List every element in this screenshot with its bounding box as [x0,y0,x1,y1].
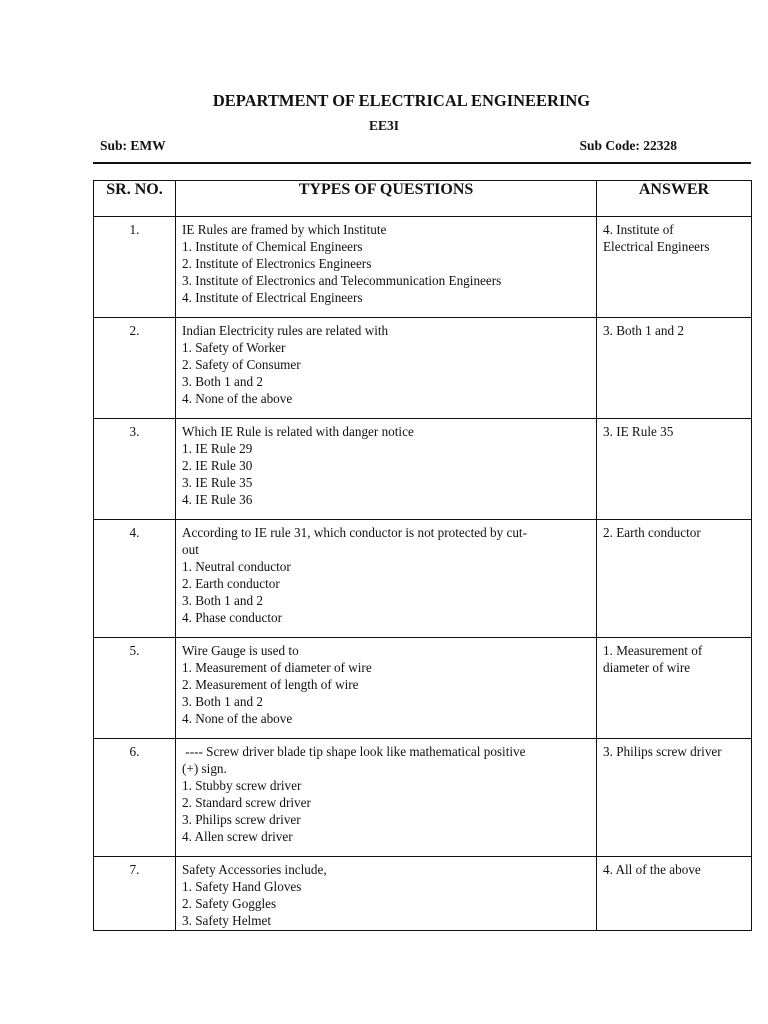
row-answer [597,739,752,857]
answer-line: 3. IE Rule 35 [603,424,674,439]
answer-line: 4. Institute of [603,222,674,237]
answer-line: Electrical Engineers [603,238,710,254]
question-line: 4. None of the above [182,710,293,726]
question-line: 3. Philips screw driver [182,811,301,827]
row-question [176,857,597,931]
department-title: DEPARTMENT OF ELECTRICAL ENGINEERING [212,91,591,110]
row-sr-number: 1. [94,217,176,318]
question-line: Safety Accessories include, [182,862,327,877]
row-sr-number: 4. [94,520,176,638]
row-sr-number: 2. [94,318,176,419]
question-line: 2. Standard screw driver [182,794,311,810]
answer-line: 3. Philips screw driver [603,744,722,759]
row-sr-number: 7. [94,857,176,931]
answer-line: 1. Measurement of [603,643,703,658]
header-answer: ANSWER [597,181,752,217]
question-line: 3. Both 1 and 2 [182,592,263,608]
row-answer [597,217,752,318]
subject-label: Sub: EMW [100,138,166,153]
question-line: 2. Earth conductor [182,575,280,591]
questions-table [93,180,752,931]
answer-line: diameter of wire [603,659,691,675]
question-line: 3. Safety Helmet [182,912,271,928]
question-line: 1. Safety Hand Gloves [182,878,302,894]
answer-line: 3. Both 1 and 2 [603,323,684,338]
row-question [176,419,597,520]
question-line: 3. Both 1 and 2 [182,693,263,709]
question-line: 4. IE Rule 36 [182,491,253,507]
table-row [94,520,752,638]
row-question [176,638,597,739]
question-line: 2. Safety of Consumer [182,356,301,372]
question-line: 2. Safety Goggles [182,895,277,911]
row-answer [597,857,752,931]
table-row [94,318,752,419]
question-line: 4. Allen screw driver [182,828,293,844]
question-line: (+) sign. [182,760,227,776]
subject-code-label: Sub Code: 22328 [579,138,677,153]
row-question [176,739,597,857]
question-line: 2. Measurement of length of wire [182,676,359,692]
table-row [94,217,752,318]
question-line: 4. Institute of Electrical Engineers [182,289,363,305]
question-line: 3. Both 1 and 2 [182,373,263,389]
question-line: 1. IE Rule 29 [182,440,253,456]
table-row [94,857,752,931]
header-sr-no: SR. NO. [94,181,176,217]
header-types-of-questions: TYPES OF QUESTIONS [176,181,597,217]
question-line: 3. Institute of Electronics and Telecommunication Engineers [182,272,502,288]
row-sr-number: 6. [94,739,176,857]
question-line: 1. Safety of Worker [182,339,286,355]
question-line: 2. IE Rule 30 [182,457,253,473]
row-sr-number: 5. [94,638,176,739]
question-line: 1. Neutral conductor [182,558,291,574]
table-row [94,739,752,857]
row-question [176,520,597,638]
question-line: ---- Screw driver blade tip shape look like mathematical positive [182,744,526,759]
row-sr-number: 3. [94,419,176,520]
question-line: 4. Phase conductor [182,609,282,625]
question-line: 3. IE Rule 35 [182,474,253,490]
row-answer [597,419,752,520]
question-line: According to IE rule 31, which conductor is not protected by cut- [182,525,527,540]
table-row [94,638,752,739]
answer-line: 2. Earth conductor [603,525,701,540]
question-line: 1. Measurement of diameter of wire [182,659,372,675]
table-row [94,419,752,520]
question-line: 1. Institute of Chemical Engineers [182,238,363,254]
question-line: Indian Electricity rules are related with [182,323,389,338]
question-line: 4. None of the above [182,390,293,406]
course-code: EE3I [368,118,399,133]
question-line: out [182,541,199,557]
row-answer [597,638,752,739]
row-question [176,217,597,318]
table-header-row [94,181,752,217]
row-question [176,318,597,419]
question-line: 1. Stubby screw driver [182,777,302,793]
question-line: IE Rules are framed by which Institute [182,222,387,237]
row-answer [597,520,752,638]
question-line: Wire Gauge is used to [182,643,299,658]
question-line: Which IE Rule is related with danger notice [182,424,414,439]
header-divider [93,162,751,164]
question-line: 2. Institute of Electronics Engineers [182,255,372,271]
answer-line: 4. All of the above [603,862,701,877]
row-answer [597,318,752,419]
